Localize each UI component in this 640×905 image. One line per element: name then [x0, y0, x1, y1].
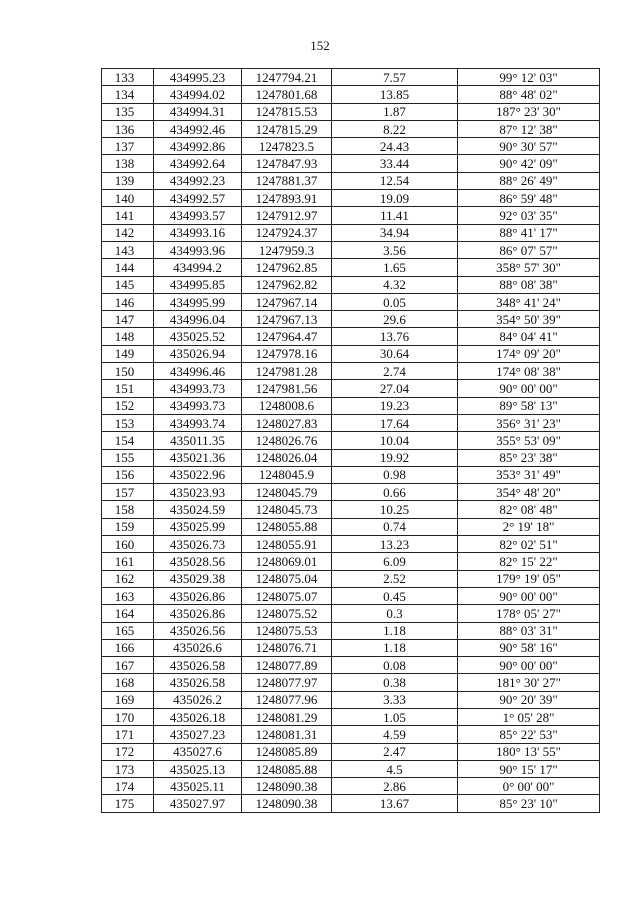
y-coordinate-cell: 1248077.89	[242, 657, 332, 674]
x-coordinate-cell: 435026.73	[154, 536, 242, 553]
y-coordinate-cell: 1247801.68	[242, 86, 332, 103]
angle-cell: 88° 41' 17"	[458, 224, 600, 241]
x-coordinate-cell: 434995.99	[154, 293, 242, 310]
x-coordinate-cell: 435027.23	[154, 726, 242, 743]
table-row	[102, 103, 600, 120]
distance-cell: 17.64	[332, 414, 458, 431]
y-coordinate-cell: 1248045.9	[242, 466, 332, 483]
angle-cell: 358° 57' 30"	[458, 259, 600, 276]
point-number-cell: 148	[102, 328, 154, 345]
point-number-cell: 133	[102, 69, 154, 86]
point-number-cell: 141	[102, 207, 154, 224]
angle-cell: 2° 19' 18"	[458, 518, 600, 535]
table-row	[102, 466, 600, 483]
y-coordinate-cell: 1247981.56	[242, 380, 332, 397]
x-coordinate-cell: 434993.16	[154, 224, 242, 241]
x-coordinate-cell: 435024.59	[154, 501, 242, 518]
point-number-cell: 143	[102, 241, 154, 258]
table-row	[102, 760, 600, 777]
distance-cell: 1.05	[332, 708, 458, 725]
table-row	[102, 657, 600, 674]
angle-cell: 82° 02' 51"	[458, 536, 600, 553]
x-coordinate-cell: 435011.35	[154, 432, 242, 449]
point-number-cell: 140	[102, 190, 154, 207]
distance-cell: 1.65	[332, 259, 458, 276]
x-coordinate-cell: 434995.85	[154, 276, 242, 293]
distance-cell: 19.09	[332, 190, 458, 207]
distance-cell: 0.05	[332, 293, 458, 310]
angle-cell: 90° 30' 57"	[458, 138, 600, 155]
point-number-cell: 170	[102, 708, 154, 725]
point-number-cell: 149	[102, 345, 154, 362]
distance-cell: 19.92	[332, 449, 458, 466]
x-coordinate-cell: 434993.57	[154, 207, 242, 224]
point-number-cell: 138	[102, 155, 154, 172]
point-number-cell: 163	[102, 587, 154, 604]
angle-cell: 88° 08' 38"	[458, 276, 600, 293]
y-coordinate-cell: 1248027.83	[242, 414, 332, 431]
distance-cell: 30.64	[332, 345, 458, 362]
y-coordinate-cell: 1247981.28	[242, 363, 332, 380]
table-row	[102, 639, 600, 656]
distance-cell: 0.08	[332, 657, 458, 674]
point-number-cell: 142	[102, 224, 154, 241]
x-coordinate-cell: 435021.36	[154, 449, 242, 466]
distance-cell: 12.54	[332, 172, 458, 189]
distance-cell: 33.44	[332, 155, 458, 172]
point-number-cell: 137	[102, 138, 154, 155]
table-row	[102, 276, 600, 293]
point-number-cell: 164	[102, 605, 154, 622]
x-coordinate-cell: 435027.6	[154, 743, 242, 760]
table-row	[102, 449, 600, 466]
point-number-cell: 146	[102, 293, 154, 310]
angle-cell: 353° 31' 49"	[458, 466, 600, 483]
point-number-cell: 154	[102, 432, 154, 449]
distance-cell: 4.32	[332, 276, 458, 293]
table-row	[102, 86, 600, 103]
x-coordinate-cell: 435022.96	[154, 466, 242, 483]
table-row	[102, 605, 600, 622]
x-coordinate-cell: 434993.73	[154, 380, 242, 397]
point-number-cell: 134	[102, 86, 154, 103]
point-number-cell: 136	[102, 120, 154, 137]
angle-cell: 90° 20' 39"	[458, 691, 600, 708]
x-coordinate-cell: 434992.86	[154, 138, 242, 155]
table-row	[102, 708, 600, 725]
angle-cell: 174° 09' 20"	[458, 345, 600, 362]
table-row	[102, 397, 600, 414]
y-coordinate-cell: 1248026.76	[242, 432, 332, 449]
distance-cell: 8.22	[332, 120, 458, 137]
point-number-cell: 165	[102, 622, 154, 639]
angle-cell: 84° 04' 41"	[458, 328, 600, 345]
table-row	[102, 518, 600, 535]
table-row	[102, 501, 600, 518]
y-coordinate-cell: 1247924.37	[242, 224, 332, 241]
y-coordinate-cell: 1247978.16	[242, 345, 332, 362]
coordinates-table	[101, 68, 600, 813]
table-row	[102, 207, 600, 224]
table-row	[102, 432, 600, 449]
table-row	[102, 743, 600, 760]
table-row	[102, 674, 600, 691]
distance-cell: 0.45	[332, 587, 458, 604]
x-coordinate-cell: 434996.46	[154, 363, 242, 380]
table-row	[102, 553, 600, 570]
angle-cell: 85° 22' 53"	[458, 726, 600, 743]
x-coordinate-cell: 435029.38	[154, 570, 242, 587]
y-coordinate-cell: 1248077.96	[242, 691, 332, 708]
angle-cell: 355° 53' 09"	[458, 432, 600, 449]
x-coordinate-cell: 435025.52	[154, 328, 242, 345]
x-coordinate-cell: 434994.02	[154, 86, 242, 103]
distance-cell: 13.23	[332, 536, 458, 553]
x-coordinate-cell: 434994.2	[154, 259, 242, 276]
y-coordinate-cell: 1247823.5	[242, 138, 332, 155]
angle-cell: 88° 48' 02"	[458, 86, 600, 103]
x-coordinate-cell: 434995.23	[154, 69, 242, 86]
y-coordinate-cell: 1248069.01	[242, 553, 332, 570]
table-row	[102, 311, 600, 328]
x-coordinate-cell: 435025.99	[154, 518, 242, 535]
point-number-cell: 175	[102, 795, 154, 812]
table-row	[102, 691, 600, 708]
table-row	[102, 536, 600, 553]
distance-cell: 29.6	[332, 311, 458, 328]
table-row	[102, 778, 600, 795]
point-number-cell: 157	[102, 484, 154, 501]
x-coordinate-cell: 435023.93	[154, 484, 242, 501]
y-coordinate-cell: 1247912.97	[242, 207, 332, 224]
y-coordinate-cell: 1248055.88	[242, 518, 332, 535]
distance-cell: 2.74	[332, 363, 458, 380]
y-coordinate-cell: 1248008.6	[242, 397, 332, 414]
coordinates-table-body	[102, 69, 600, 813]
x-coordinate-cell: 435026.94	[154, 345, 242, 362]
y-coordinate-cell: 1247815.53	[242, 103, 332, 120]
distance-cell: 13.67	[332, 795, 458, 812]
x-coordinate-cell: 434994.31	[154, 103, 242, 120]
point-number-cell: 144	[102, 259, 154, 276]
distance-cell: 34.94	[332, 224, 458, 241]
y-coordinate-cell: 1248085.89	[242, 743, 332, 760]
angle-cell: 87° 12' 38"	[458, 120, 600, 137]
angle-cell: 88° 03' 31"	[458, 622, 600, 639]
table-row	[102, 172, 600, 189]
x-coordinate-cell: 434992.64	[154, 155, 242, 172]
angle-cell: 1° 05' 28"	[458, 708, 600, 725]
angle-cell: 82° 08' 48"	[458, 501, 600, 518]
x-coordinate-cell: 435025.11	[154, 778, 242, 795]
table-row	[102, 622, 600, 639]
distance-cell: 4.59	[332, 726, 458, 743]
x-coordinate-cell: 435026.58	[154, 674, 242, 691]
point-number-cell: 161	[102, 553, 154, 570]
y-coordinate-cell: 1248055.91	[242, 536, 332, 553]
table-row	[102, 345, 600, 362]
table-row	[102, 414, 600, 431]
angle-cell: 356° 31' 23"	[458, 414, 600, 431]
angle-cell: 354° 50' 39"	[458, 311, 600, 328]
y-coordinate-cell: 1248075.53	[242, 622, 332, 639]
angle-cell: 179° 19' 05"	[458, 570, 600, 587]
distance-cell: 0.74	[332, 518, 458, 535]
x-coordinate-cell: 435026.86	[154, 605, 242, 622]
angle-cell: 90° 00' 00"	[458, 587, 600, 604]
distance-cell: 13.76	[332, 328, 458, 345]
y-coordinate-cell: 1248081.31	[242, 726, 332, 743]
y-coordinate-cell: 1247967.14	[242, 293, 332, 310]
point-number-cell: 173	[102, 760, 154, 777]
x-coordinate-cell: 434996.04	[154, 311, 242, 328]
y-coordinate-cell: 1248026.04	[242, 449, 332, 466]
table-row	[102, 587, 600, 604]
distance-cell: 13.85	[332, 86, 458, 103]
distance-cell: 1.18	[332, 622, 458, 639]
angle-cell: 89° 58' 13"	[458, 397, 600, 414]
y-coordinate-cell: 1248077.97	[242, 674, 332, 691]
distance-cell: 3.33	[332, 691, 458, 708]
x-coordinate-cell: 435028.56	[154, 553, 242, 570]
distance-cell: 0.98	[332, 466, 458, 483]
table-row	[102, 795, 600, 812]
angle-cell: 86° 07' 57"	[458, 241, 600, 258]
distance-cell: 10.25	[332, 501, 458, 518]
angle-cell: 0° 00' 00"	[458, 778, 600, 795]
point-number-cell: 162	[102, 570, 154, 587]
distance-cell: 2.52	[332, 570, 458, 587]
angle-cell: 82° 15' 22"	[458, 553, 600, 570]
point-number-cell: 145	[102, 276, 154, 293]
y-coordinate-cell: 1248045.73	[242, 501, 332, 518]
y-coordinate-cell: 1247967.13	[242, 311, 332, 328]
point-number-cell: 155	[102, 449, 154, 466]
angle-cell: 180° 13' 55"	[458, 743, 600, 760]
table-row	[102, 69, 600, 86]
angle-cell: 99° 12' 03"	[458, 69, 600, 86]
page-number: 152	[310, 38, 330, 53]
angle-cell: 90° 00' 00"	[458, 657, 600, 674]
point-number-cell: 158	[102, 501, 154, 518]
table-row	[102, 570, 600, 587]
x-coordinate-cell: 434993.96	[154, 241, 242, 258]
angle-cell: 178° 05' 27"	[458, 605, 600, 622]
table-row	[102, 155, 600, 172]
point-number-cell: 168	[102, 674, 154, 691]
point-number-cell: 153	[102, 414, 154, 431]
x-coordinate-cell: 435026.18	[154, 708, 242, 725]
point-number-cell: 139	[102, 172, 154, 189]
x-coordinate-cell: 434992.46	[154, 120, 242, 137]
distance-cell: 2.86	[332, 778, 458, 795]
distance-cell: 7.57	[332, 69, 458, 86]
distance-cell: 6.09	[332, 553, 458, 570]
table-row	[102, 293, 600, 310]
table-row	[102, 120, 600, 137]
point-number-cell: 160	[102, 536, 154, 553]
table-row	[102, 726, 600, 743]
distance-cell: 1.18	[332, 639, 458, 656]
angle-cell: 88° 26' 49"	[458, 172, 600, 189]
distance-cell: 24.43	[332, 138, 458, 155]
y-coordinate-cell: 1248075.04	[242, 570, 332, 587]
x-coordinate-cell: 434993.74	[154, 414, 242, 431]
y-coordinate-cell: 1248085.88	[242, 760, 332, 777]
distance-cell: 27.04	[332, 380, 458, 397]
angle-cell: 85° 23' 38"	[458, 449, 600, 466]
angle-cell: 174° 08' 38"	[458, 363, 600, 380]
table-row	[102, 224, 600, 241]
point-number-cell: 159	[102, 518, 154, 535]
point-number-cell: 151	[102, 380, 154, 397]
point-number-cell: 172	[102, 743, 154, 760]
distance-cell: 10.04	[332, 432, 458, 449]
angle-cell: 348° 41' 24"	[458, 293, 600, 310]
distance-cell: 19.23	[332, 397, 458, 414]
angle-cell: 90° 42' 09"	[458, 155, 600, 172]
y-coordinate-cell: 1247962.85	[242, 259, 332, 276]
point-number-cell: 152	[102, 397, 154, 414]
angle-cell: 181° 30' 27"	[458, 674, 600, 691]
distance-cell: 0.38	[332, 674, 458, 691]
x-coordinate-cell: 435025.13	[154, 760, 242, 777]
angle-cell: 187° 23' 30"	[458, 103, 600, 120]
table-row	[102, 363, 600, 380]
y-coordinate-cell: 1248081.29	[242, 708, 332, 725]
distance-cell: 4.5	[332, 760, 458, 777]
angle-cell: 92° 03' 35"	[458, 207, 600, 224]
point-number-cell: 135	[102, 103, 154, 120]
angle-cell: 90° 00' 00"	[458, 380, 600, 397]
point-number-cell: 150	[102, 363, 154, 380]
x-coordinate-cell: 435026.86	[154, 587, 242, 604]
y-coordinate-cell: 1247959.3	[242, 241, 332, 258]
x-coordinate-cell: 434992.23	[154, 172, 242, 189]
point-number-cell: 156	[102, 466, 154, 483]
angle-cell: 354° 48' 20"	[458, 484, 600, 501]
x-coordinate-cell: 434993.73	[154, 397, 242, 414]
x-coordinate-cell: 435026.2	[154, 691, 242, 708]
distance-cell: 0.3	[332, 605, 458, 622]
y-coordinate-cell: 1247847.93	[242, 155, 332, 172]
y-coordinate-cell: 1247964.47	[242, 328, 332, 345]
distance-cell: 3.56	[332, 241, 458, 258]
x-coordinate-cell: 435026.58	[154, 657, 242, 674]
angle-cell: 86° 59' 48"	[458, 190, 600, 207]
point-number-cell: 171	[102, 726, 154, 743]
point-number-cell: 169	[102, 691, 154, 708]
y-coordinate-cell: 1247815.29	[242, 120, 332, 137]
x-coordinate-cell: 435026.56	[154, 622, 242, 639]
distance-cell: 1.87	[332, 103, 458, 120]
point-number-cell: 147	[102, 311, 154, 328]
table-row	[102, 190, 600, 207]
table-row	[102, 241, 600, 258]
table-row	[102, 328, 600, 345]
point-number-cell: 174	[102, 778, 154, 795]
angle-cell: 85° 23' 10"	[458, 795, 600, 812]
x-coordinate-cell: 435027.97	[154, 795, 242, 812]
x-coordinate-cell: 434992.57	[154, 190, 242, 207]
table-row	[102, 138, 600, 155]
point-number-cell: 166	[102, 639, 154, 656]
x-coordinate-cell: 435026.6	[154, 639, 242, 656]
distance-cell: 0.66	[332, 484, 458, 501]
table-row	[102, 259, 600, 276]
y-coordinate-cell: 1247893.91	[242, 190, 332, 207]
table-row	[102, 380, 600, 397]
point-number-cell: 167	[102, 657, 154, 674]
y-coordinate-cell: 1247794.21	[242, 69, 332, 86]
y-coordinate-cell: 1248090.38	[242, 778, 332, 795]
y-coordinate-cell: 1248045.79	[242, 484, 332, 501]
distance-cell: 11.41	[332, 207, 458, 224]
y-coordinate-cell: 1248075.52	[242, 605, 332, 622]
y-coordinate-cell: 1248090.38	[242, 795, 332, 812]
y-coordinate-cell: 1248075.07	[242, 587, 332, 604]
distance-cell: 2.47	[332, 743, 458, 760]
angle-cell: 90° 15' 17"	[458, 760, 600, 777]
y-coordinate-cell: 1247962.82	[242, 276, 332, 293]
angle-cell: 90° 58' 16"	[458, 639, 600, 656]
y-coordinate-cell: 1247881.37	[242, 172, 332, 189]
table-row	[102, 484, 600, 501]
y-coordinate-cell: 1248076.71	[242, 639, 332, 656]
